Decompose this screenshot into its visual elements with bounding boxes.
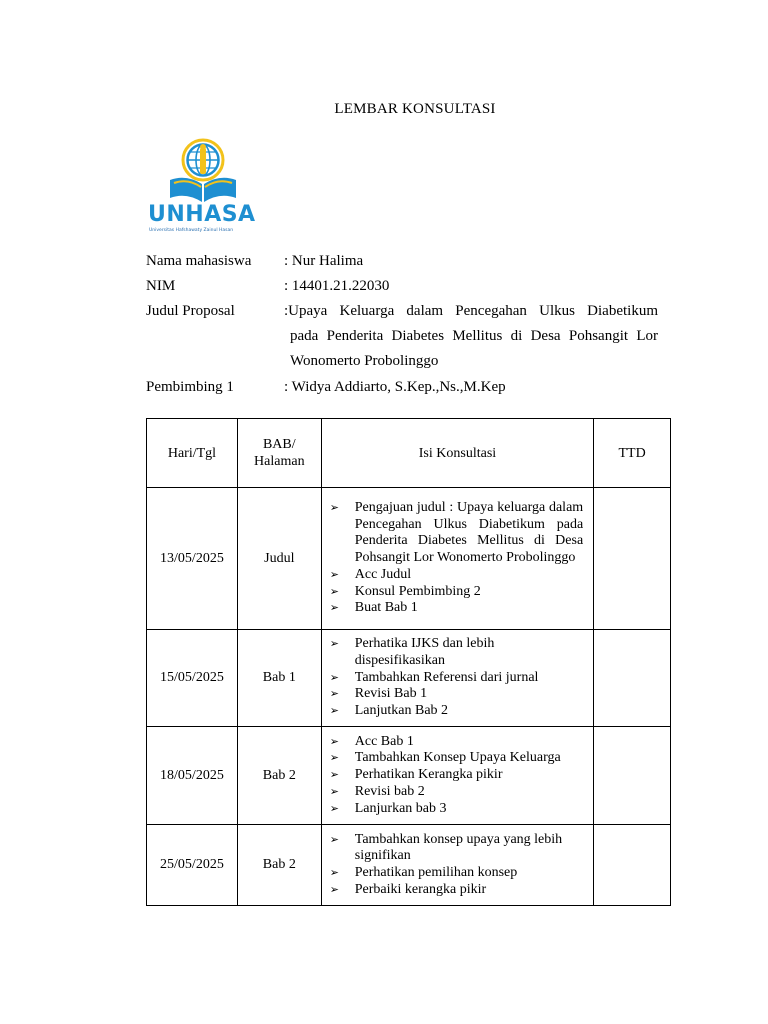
list-item-text: Revisi Bab 1 xyxy=(354,686,428,702)
arrow-bullet-icon: ➢ xyxy=(329,735,339,748)
list-item-text: Lanjurkan bab 3 xyxy=(354,800,447,816)
list-item-text: Buat Bab 1 xyxy=(354,600,418,616)
list-item-text: Perhatikan Kerangka pikir xyxy=(354,767,503,783)
list-item xyxy=(330,734,583,751)
header-bab xyxy=(237,419,321,488)
list-item-text: Perhatikan pemilihan konsep xyxy=(354,865,518,880)
arrow-bullet-icon: ➢ xyxy=(329,568,339,581)
list-item-text: Lanjutkan Bab 2 xyxy=(354,703,449,719)
list-item-text: Perbaiki kerangka pikir xyxy=(354,881,487,897)
table-row xyxy=(147,488,671,630)
arrow-bullet-icon: ➢ xyxy=(329,688,339,701)
list-item xyxy=(330,567,583,584)
arrow-bullet-icon: ➢ xyxy=(329,785,339,798)
arrow-bullet-icon: ➢ xyxy=(329,638,339,651)
logo-subtitle: Universitas Hafshawaty Zainul Hasan xyxy=(149,228,234,233)
table-row xyxy=(147,825,671,906)
list-item-text: Pengajuan judul : Upaya keluarga dalam Pencegahan Ulkus Diabetikum pada Penderita Diabetes Mellitus di Desa Pohsangit Lor Wonomerto Probolinggo xyxy=(354,500,584,566)
list-item xyxy=(330,636,583,669)
list-item xyxy=(330,767,583,784)
arrow-bullet-icon: ➢ xyxy=(329,705,339,718)
row-date: 13/05/2025 xyxy=(147,488,238,630)
book-globe-icon xyxy=(146,136,260,212)
list-item-text: Perhatika IJKS dan lebih dispesifikasikan xyxy=(354,636,495,668)
arrow-bullet-icon: ➢ xyxy=(329,883,339,896)
arrow-bullet-icon: ➢ xyxy=(329,769,339,782)
table-header-row xyxy=(147,419,671,488)
university-logo xyxy=(146,136,260,240)
list-item xyxy=(330,832,583,865)
arrow-bullet-icon: ➢ xyxy=(329,802,339,815)
list-item xyxy=(330,784,583,801)
list-item xyxy=(330,750,583,767)
row-date: 25/05/2025 xyxy=(147,825,238,906)
judul-value xyxy=(284,299,658,374)
arrow-bullet-icon: ➢ xyxy=(329,752,339,765)
row-signature xyxy=(594,630,671,727)
list-item-text: Konsul Pembimbing 2 xyxy=(354,583,481,599)
pembimbing-value: : Widya Addiarto, S.Kep.,Ns.,M.Kep xyxy=(284,379,506,395)
consultation-table xyxy=(146,418,671,906)
nim-label: NIM xyxy=(146,278,176,294)
arrow-bullet-icon: ➢ xyxy=(329,585,339,598)
list-item-text: Revisi bab 2 xyxy=(354,783,425,799)
judul-label: Judul Proposal xyxy=(146,303,235,319)
list-item xyxy=(330,584,583,601)
list-item-text: Acc Judul xyxy=(354,566,412,582)
row-bab: Bab 1 xyxy=(237,630,321,727)
table-row xyxy=(147,630,671,727)
header-ttd: TTD xyxy=(594,419,671,488)
header-isi: Isi Konsultasi xyxy=(321,419,593,488)
row-signature xyxy=(594,825,671,906)
list-item-text: Tambahkan Referensi dari jurnal xyxy=(354,669,539,685)
row-isi xyxy=(321,825,593,906)
row-date: 18/05/2025 xyxy=(147,727,238,825)
row-isi xyxy=(321,488,593,630)
row-signature xyxy=(594,488,671,630)
page-title: LEMBAR KONSULTASI xyxy=(334,101,496,117)
consultation-list xyxy=(330,636,583,720)
row-bab: Bab 2 xyxy=(237,727,321,825)
list-item-text: Acc Bab 1 xyxy=(354,733,414,749)
list-item xyxy=(330,865,583,882)
nama-label: Nama mahasiswa xyxy=(146,253,252,269)
nim-value: : 14401.21.22030 xyxy=(284,278,390,294)
row-bab: Bab 2 xyxy=(237,825,321,906)
row-date: 15/05/2025 xyxy=(147,630,238,727)
list-item xyxy=(330,703,583,720)
list-item-text: Tambahkan Konsep Upaya Keluarga xyxy=(354,750,561,766)
consultation-list xyxy=(330,832,583,899)
consultation-list xyxy=(330,734,583,818)
logo-wordmark: UNHASA xyxy=(148,202,256,227)
header-bab-line-2: Halaman xyxy=(254,454,305,469)
row-bab: Judul xyxy=(237,488,321,630)
judul-line-2: pada Penderita Diabetes Mellitus di Desa Pohsangit Lor xyxy=(290,328,658,344)
row-isi xyxy=(321,727,593,825)
row-signature xyxy=(594,727,671,825)
row-isi xyxy=(321,630,593,727)
arrow-bullet-icon: ➢ xyxy=(329,602,339,615)
judul-line-1: :Upaya Keluarga dalam Pencegahan Ulkus Diabetikum xyxy=(284,303,658,319)
list-item xyxy=(330,801,583,818)
nama-value: : Nur Halima xyxy=(284,253,364,269)
pembimbing-label: Pembimbing 1 xyxy=(146,379,234,395)
judul-line-3: Wonomerto Probolinggo xyxy=(290,353,439,369)
header-bab-line-1: BAB/ xyxy=(262,437,296,452)
list-item-text: Tambahkan konsep upaya yang lebih signifikan xyxy=(354,831,563,864)
list-item xyxy=(330,686,583,703)
header-date: Hari/Tgl xyxy=(147,419,238,488)
consultation-list xyxy=(330,500,583,617)
arrow-bullet-icon: ➢ xyxy=(329,502,339,515)
arrow-bullet-icon: ➢ xyxy=(329,833,339,846)
arrow-bullet-icon: ➢ xyxy=(329,671,339,684)
arrow-bullet-icon: ➢ xyxy=(329,867,339,879)
list-item xyxy=(330,500,583,567)
list-item xyxy=(330,882,583,899)
table-row xyxy=(147,727,671,825)
list-item xyxy=(330,600,583,617)
list-item xyxy=(330,670,583,687)
